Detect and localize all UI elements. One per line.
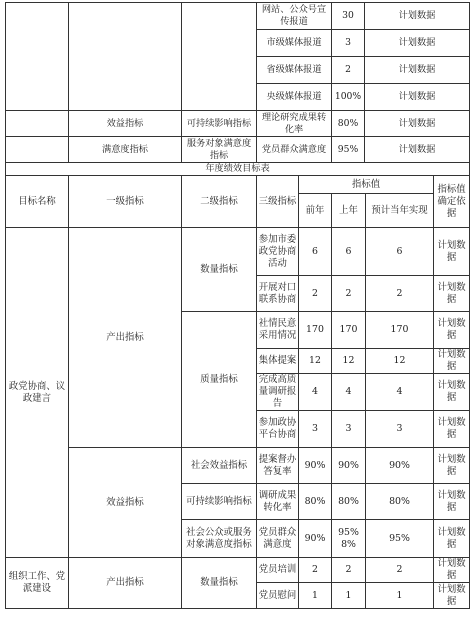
level2-cell: 可持续影响指标 (182, 111, 257, 137)
level2-cell: 社会公众或服务对象满意度指标 (182, 520, 257, 558)
level3-cell: 省级媒体报道 (257, 57, 332, 84)
basis-cell: 计划数据 (365, 3, 470, 30)
prev-year-cell: 2 (299, 276, 332, 312)
last-year-cell: 12 (332, 349, 366, 374)
expected-cell: 170 (366, 312, 434, 349)
prev-year-cell: 2 (299, 558, 332, 583)
value-cell: 100% (332, 84, 365, 111)
last-year-cell: 4 (332, 374, 366, 411)
last-year-cell: 2 (332, 276, 366, 312)
annual-table-title: 年度绩效目标表 (6, 163, 470, 176)
expected-cell: 3 (366, 411, 434, 448)
level3-cell: 央级媒体报道 (257, 84, 332, 111)
level2-cell: 数量指标 (182, 228, 257, 312)
empty-cell (6, 111, 69, 137)
level3-cell: 提案督办答复率 (257, 448, 299, 484)
basis-cell: 计划数据 (365, 57, 470, 84)
expected-cell: 2 (366, 558, 434, 583)
level3-cell: 参加市委政党协商活动 (257, 228, 299, 276)
basis-cell: 计划数据 (434, 583, 470, 609)
last-year-cell: 1 (332, 583, 366, 609)
target-name-cell: 政党协商、议政建言 (6, 228, 69, 558)
annual-performance-table (5, 175, 470, 609)
level3-cell: 党员培训 (257, 558, 299, 583)
target-name-cell: 组织工作、党派建设 (6, 558, 69, 609)
header-prev-year: 前年 (299, 194, 332, 228)
level1-cell: 满意度指标 (69, 137, 182, 163)
empty-cell (6, 3, 69, 111)
level3-cell: 党员群众满意度 (257, 137, 332, 163)
header-indicator-value: 指标值 (299, 176, 434, 194)
value-cell: 80% (332, 111, 365, 137)
prev-year-cell: 90% (299, 448, 332, 484)
basis-cell: 计划数据 (365, 137, 470, 163)
level1-cell: 产出指标 (69, 228, 182, 448)
value-cell: 95% (332, 137, 365, 163)
last-year-cell: 95%8% (332, 520, 366, 558)
expected-cell: 95% (366, 520, 434, 558)
prev-year-cell: 12 (299, 349, 332, 374)
level2-cell: 社会效益指标 (182, 448, 257, 484)
level2-cell: 质量指标 (182, 312, 257, 448)
expected-cell: 4 (366, 374, 434, 411)
level2-cell: 服务对象满意度指标 (182, 137, 257, 163)
basis-cell: 计划数据 (434, 484, 470, 520)
empty-cell (6, 137, 69, 163)
last-year-cell: 80% (332, 484, 366, 520)
last-year-cell: 90% (332, 448, 366, 484)
value-cell: 3 (332, 30, 365, 57)
prev-year-cell: 1 (299, 583, 332, 609)
basis-cell: 计划数据 (434, 228, 470, 276)
expected-cell: 6 (366, 228, 434, 276)
basis-cell: 计划数据 (434, 448, 470, 484)
level2-cell: 可持续影响指标 (182, 484, 257, 520)
level3-cell: 党员慰问 (257, 583, 299, 609)
last-year-cell: 3 (332, 411, 366, 448)
level3-cell: 参加政协平台协商 (257, 411, 299, 448)
header-target-name: 目标名称 (6, 176, 69, 228)
basis-cell: 计划数据 (434, 520, 470, 558)
prev-year-cell: 3 (299, 411, 332, 448)
header-expected: 预计当年实现 (366, 194, 434, 228)
basis-cell: 计划数据 (434, 558, 470, 583)
level3-cell: 开展对口联系协商 (257, 276, 299, 312)
expected-cell: 12 (366, 349, 434, 374)
level3-cell: 集体提案 (257, 349, 299, 374)
basis-cell: 计划数据 (365, 30, 470, 57)
expected-cell: 1 (366, 583, 434, 609)
prev-year-cell: 6 (299, 228, 332, 276)
expected-cell: 80% (366, 484, 434, 520)
expected-cell: 90% (366, 448, 434, 484)
level1-cell: 效益指标 (69, 448, 182, 558)
level3-cell: 市级媒体报道 (257, 30, 332, 57)
basis-cell: 计划数据 (365, 84, 470, 111)
basis-cell: 计划数据 (434, 374, 470, 411)
level3-cell: 理论研究成果转化率 (257, 111, 332, 137)
value-cell: 2 (332, 57, 365, 84)
level3-cell: 网站、公众号宣传报道 (257, 3, 332, 30)
prev-year-cell: 170 (299, 312, 332, 349)
level3-cell: 社情民意采用情况 (257, 312, 299, 349)
header-basis: 指标值确定依据 (434, 176, 470, 228)
prev-year-cell: 4 (299, 374, 332, 411)
value-cell: 30 (332, 3, 365, 30)
empty-cell (182, 3, 257, 111)
basis-cell: 计划数据 (434, 411, 470, 448)
header-level1: 一级指标 (69, 176, 182, 228)
last-year-cell: 170 (332, 312, 366, 349)
expected-cell: 2 (366, 276, 434, 312)
prev-year-cell: 90% (299, 520, 332, 558)
level1-cell: 效益指标 (69, 111, 182, 137)
empty-cell (69, 3, 182, 111)
level2-cell: 数量指标 (182, 558, 257, 609)
basis-cell: 计划数据 (365, 111, 470, 137)
header-level3: 三级指标 (257, 176, 299, 228)
header-last-year: 上年 (332, 194, 366, 228)
basis-cell: 计划数据 (434, 349, 470, 374)
level1-cell: 产出指标 (69, 558, 182, 609)
last-year-cell: 6 (332, 228, 366, 276)
level3-cell: 调研成果转化率 (257, 484, 299, 520)
header-level2: 二级指标 (182, 176, 257, 228)
basis-cell: 计划数据 (434, 312, 470, 349)
last-year-cell: 2 (332, 558, 366, 583)
level3-cell: 完成高质量调研报告 (257, 374, 299, 411)
level3-cell: 党员群众满意度 (257, 520, 299, 558)
top-performance-table (5, 2, 470, 176)
prev-year-cell: 80% (299, 484, 332, 520)
basis-cell: 计划数据 (434, 276, 470, 312)
